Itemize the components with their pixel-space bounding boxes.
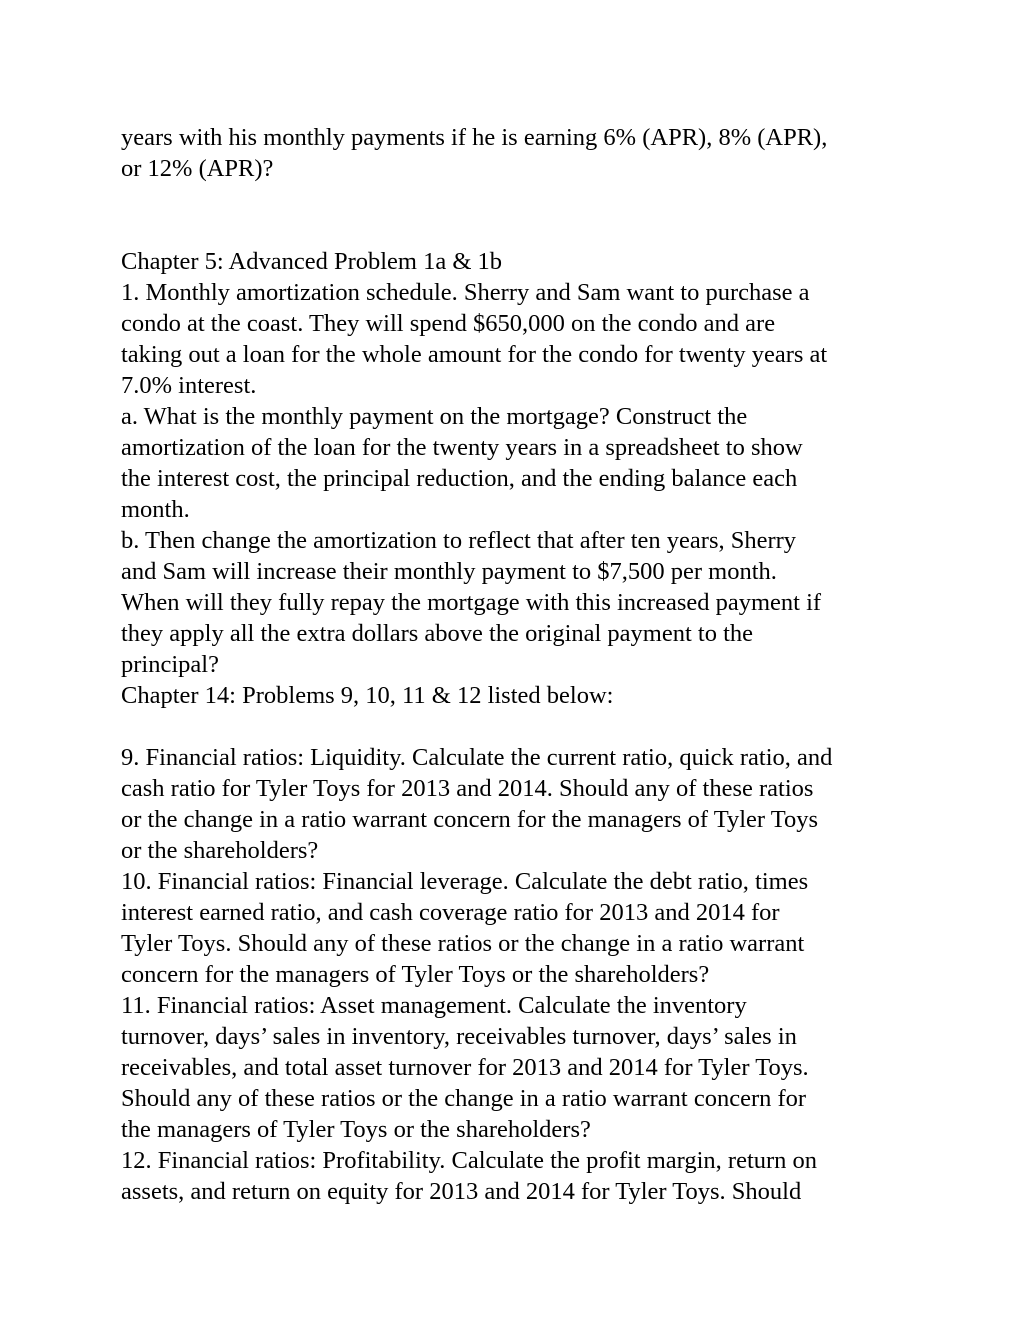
text-line: the interest cost, the principal reduction, and the ending balance each	[121, 465, 798, 492]
text-line: cash ratio for Tyler Toys for 2013 and 2014. Should any of these ratios	[121, 775, 814, 802]
text-line: the managers of Tyler Toys or the shareholders?	[121, 1116, 591, 1143]
text-line: years with his monthly payments if he is earning 6% (APR), 8% (APR),	[121, 124, 828, 151]
text-line: turnover, days’ sales in inventory, receivables turnover, days’ sales in	[121, 1023, 797, 1050]
text-line: amortization of the loan for the twenty years in a spreadsheet to show	[121, 434, 803, 461]
text-line: 9. Financial ratios: Liquidity. Calculate the current ratio, quick ratio, and	[121, 744, 833, 771]
text-line: 7.0% interest.	[121, 372, 257, 399]
text-line: Tyler Toys. Should any of these ratios or the change in a ratio warrant	[121, 930, 805, 957]
text-line: assets, and return on equity for 2013 and 2014 for Tyler Toys. Should	[121, 1178, 802, 1205]
blank-line	[121, 711, 921, 742]
text-line: Chapter 14: Problems 9, 10, 11 & 12 listed below:	[121, 682, 614, 709]
text-line: month.	[121, 496, 190, 523]
text-line: Chapter 5: Advanced Problem 1a & 1b	[121, 248, 503, 275]
text-line: receivables, and total asset turnover for 2013 and 2014 for Tyler Toys.	[121, 1054, 809, 1081]
text-line: or the shareholders?	[121, 837, 319, 864]
text-line: 1. Monthly amortization schedule. Sherry and Sam want to purchase a	[121, 279, 810, 306]
text-line: concern for the managers of Tyler Toys or the shareholders?	[121, 961, 710, 988]
text-line: or 12% (APR)?	[121, 155, 274, 182]
text-line: Should any of these ratios or the change in a ratio warrant concern for	[121, 1085, 807, 1112]
text-line: 10. Financial ratios: Financial leverage. Calculate the debt ratio, times	[121, 868, 809, 895]
text-line: 12. Financial ratios: Profitability. Calculate the profit margin, return on	[121, 1147, 818, 1174]
text-line: condo at the coast. They will spend $650,000 on the condo and are	[121, 310, 776, 337]
text-line: When will they fully repay the mortgage with this increased payment if	[121, 589, 822, 616]
text-line: or the change in a ratio warrant concern for the managers of Tyler Toys	[121, 806, 819, 833]
text-line: 11. Financial ratios: Asset management. Calculate the inventory	[121, 992, 747, 1019]
text-line: a. What is the monthly payment on the mortgage? Construct the	[121, 403, 748, 430]
text-line: interest earned ratio, and cash coverage ratio for 2013 and 2014 for	[121, 899, 780, 926]
blank-line	[121, 184, 921, 215]
text-line: principal?	[121, 651, 219, 678]
text-line: they apply all the extra dollars above the original payment to the	[121, 620, 754, 647]
text-line: b. Then change the amortization to reflect that after ten years, Sherry	[121, 527, 797, 554]
text-line: taking out a loan for the whole amount for the condo for twenty years at	[121, 341, 828, 368]
text-line: and Sam will increase their monthly payment to $7,500 per month.	[121, 558, 777, 585]
blank-line	[121, 215, 921, 246]
document-text	[121, 122, 921, 1207]
